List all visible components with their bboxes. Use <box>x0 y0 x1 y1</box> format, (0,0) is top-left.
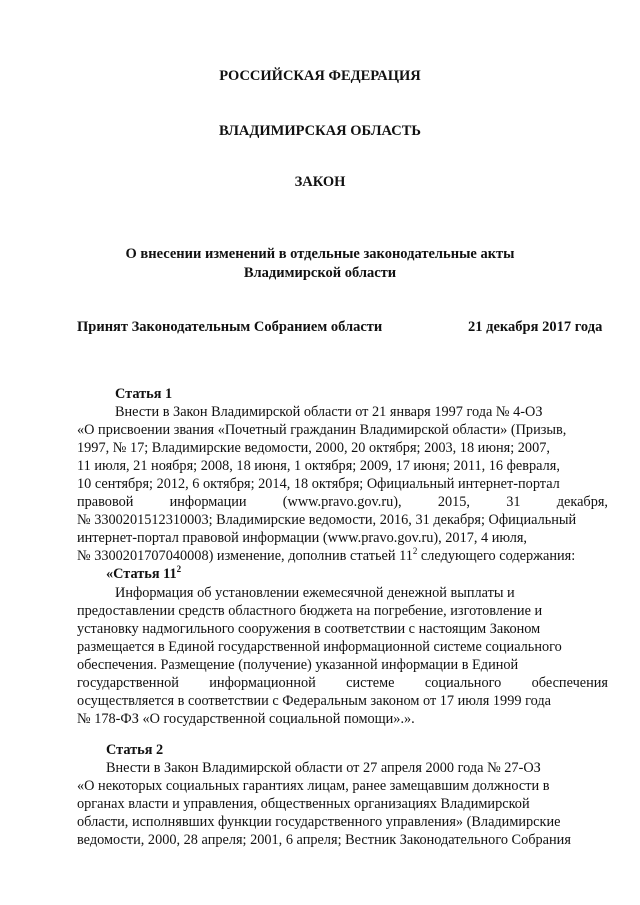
word: информационной <box>209 675 316 691</box>
word: правовой <box>77 494 134 510</box>
article-2-line: «О некоторых социальных гарантиях лицам, ранее замещавшим должности в <box>77 778 550 794</box>
adopted-by: Принят Законодательным Собранием области <box>77 319 383 335</box>
title-line-1: О внесении изменений в отдельные законодательные акты <box>125 246 515 262</box>
article-1-justified-line <box>77 494 608 511</box>
word: (www.pravo.gov.ru), <box>282 494 402 510</box>
new-article-line: Информация об установлении ежемесячной денежной выплаты и <box>115 585 515 601</box>
word: государственной <box>77 675 179 691</box>
new-article-justified-line <box>77 675 608 692</box>
article-1-line: № 3300201512310003; Владимирские ведомости, 2016, 31 декабря; Официальный <box>77 512 577 528</box>
article-2-line: органах власти и управления, общественных организациях Владимирской <box>77 796 530 812</box>
new-article-line: размещается в Единой государственной информационной системе социального <box>77 639 562 655</box>
text-segment: «Статья 11 <box>106 566 177 582</box>
word: 31 <box>506 494 521 510</box>
article-1-line: интернет-портал правовой информации (www.pravo.gov.ru), 2017, 4 июля, <box>77 530 527 546</box>
article-2-line: области, исполнявших функции государственного управления» (Владимирские <box>77 814 561 830</box>
text-segment: следующего содержания: <box>417 548 576 564</box>
title-line-2: Владимирской области <box>243 265 397 281</box>
new-article-line: осуществляется в соответствии с Федеральным законом от 17 июля 1999 года <box>77 693 551 709</box>
superscript: 2 <box>176 564 182 575</box>
article-2-line: ведомости, 2000, 28 апреля; 2001, 6 апреля; Вестник Законодательного Собрания <box>77 832 571 848</box>
word: информации <box>169 494 247 510</box>
superscript: 2 <box>412 546 418 557</box>
article-1-line: 10 сентября; 2012, 6 октября; 2014, 18 октября; Официальный интернет-портал <box>77 476 560 492</box>
text-segment: № 3300201707040008) изменение, дополнив статьей 11 <box>77 548 413 564</box>
new-article-heading <box>106 566 181 583</box>
country-heading: РОССИЙСКАЯ ФЕДЕРАЦИЯ <box>219 68 421 84</box>
new-article-line: предоставлении средств областного бюджета на погребение, изготовление и <box>77 603 543 619</box>
article-1-line: Внести в Закон Владимирской области от 21 января 1997 года № 4-ОЗ <box>115 404 543 420</box>
doc-type-heading: ЗАКОН <box>294 174 346 190</box>
article-1-line: «О присвоении звания «Почетный гражданин Владимирской области» (Призыв, <box>77 422 567 438</box>
article-1-line <box>77 548 575 565</box>
article-1-line: 11 июля, 21 ноября; 2008, 18 июня, 1 октября; 2009, 17 июня; 2011, 16 февраля, <box>77 458 560 474</box>
new-article-line: установку надмогильного сооружения в соответствии с настоящим Законом <box>77 621 541 637</box>
article-1-heading: Статья 1 <box>115 386 173 402</box>
new-article-line: обеспечения. Размещение (получение) указанной информации в Единой <box>77 657 519 673</box>
new-article-line: № 178-ФЗ «О государственной социальной помощи».». <box>77 711 415 727</box>
article-1-line: 1997, № 17; Владимирские ведомости, 2000, 20 октября; 2003, 18 июня; 2007, <box>77 440 550 456</box>
word: социального <box>424 675 502 691</box>
word: 2015, <box>437 494 470 510</box>
article-2-heading: Статья 2 <box>106 742 164 758</box>
word: системе <box>346 675 395 691</box>
article-2-line: Внести в Закон Владимирской области от 27 апреля 2000 года № 27-ОЗ <box>106 760 541 776</box>
word: обеспечения <box>531 675 608 691</box>
region-heading: ВЛАДИМИРСКАЯ ОБЛАСТЬ <box>219 123 421 139</box>
adopted-date: 21 декабря 2017 года <box>468 319 603 335</box>
word: декабря, <box>556 494 608 510</box>
